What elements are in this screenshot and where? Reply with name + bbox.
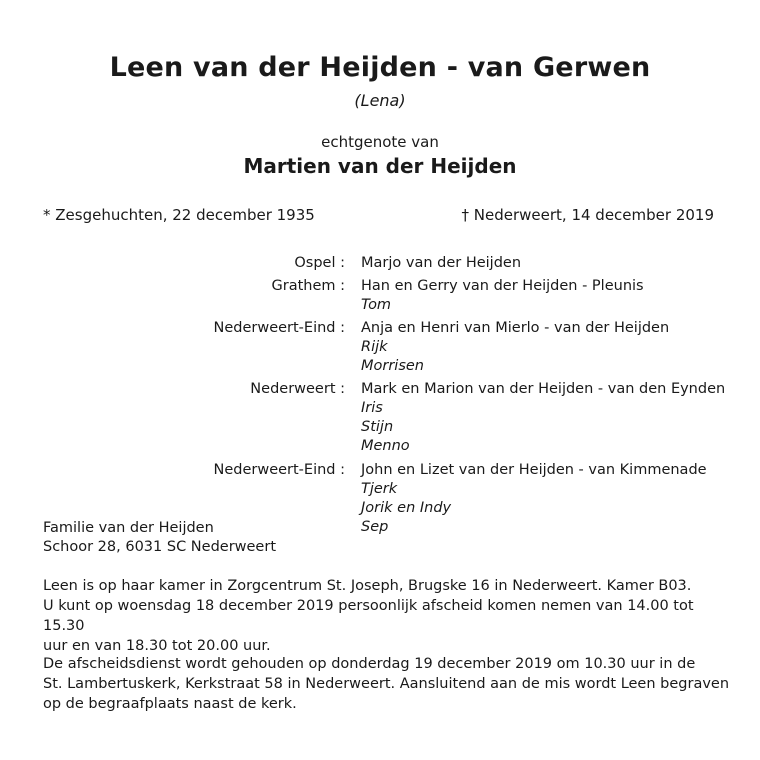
family-street-address: Schoor 28, 6031 SC Nederweert <box>43 539 276 555</box>
grandchild-name: Tjerk <box>361 481 398 497</box>
relative-members <box>361 276 644 315</box>
relative-members <box>361 379 725 456</box>
grandchild-name: Tom <box>361 297 392 313</box>
paragraph-line: De afscheidsdienst wordt gehouden op donderdag 19 december 2019 om 10.30 uur in de <box>43 656 696 672</box>
grandchild-name: Rijk <box>361 339 388 355</box>
paragraph-line: op de begraafplaats naast de kerk. <box>43 696 297 712</box>
relative-place: Grathem : <box>271 278 345 294</box>
relative-members <box>361 460 707 537</box>
relative-place: Nederweert-Eind : <box>213 462 345 478</box>
relative-place: Nederweert : <box>250 381 345 397</box>
service-paragraph <box>43 654 733 714</box>
relative-names: Marjo van der Heijden <box>361 255 522 271</box>
relative-names: Mark en Marion van der Heijden - van den Eynden <box>361 381 726 397</box>
grandchild-name: Stijn <box>361 419 394 435</box>
death-date: † Nederweert, 14 december 2019 <box>461 206 714 224</box>
grandchild-name: Iris <box>361 400 383 416</box>
relative-members <box>361 253 521 273</box>
deceased-nickname: (Lena) <box>354 91 406 110</box>
grandchild-name: Morrisen <box>361 358 424 374</box>
grandchild-name: Menno <box>361 438 410 454</box>
visitation-paragraph <box>43 576 733 656</box>
birth-date: * Zesgehuchten, 22 december 1935 <box>43 206 315 224</box>
grandchild-name: Sep <box>361 519 389 535</box>
grandchild-name: Jorik en Indy <box>361 500 452 516</box>
relative-names: Anja en Henri van Mierlo - van der Heijden <box>361 320 670 336</box>
paragraph-line: Leen is op haar kamer in Zorgcentrum St. Joseph, Brugske 16 in Nederweert. Kamer B03. <box>43 578 692 594</box>
family-name: Familie van der Heijden <box>43 520 214 536</box>
relative-names: John en Lizet van der Heijden - van Kimmenade <box>361 462 707 478</box>
paragraph-line: uur en van 18.30 tot 20.00 uur. <box>43 638 271 654</box>
spouse-label: echtgenote van <box>321 133 439 151</box>
paragraph-line: St. Lambertuskerk, Kerkstraat 58 in Nederweert. Aansluitend aan de mis wordt Leen begraven <box>43 676 730 692</box>
relative-place: Nederweert-Eind : <box>213 320 345 336</box>
paragraph-line: U kunt op woensdag 18 december 2019 persoonlijk afscheid komen nemen van 14.00 tot 15.30 <box>43 598 694 634</box>
relative-names: Han en Gerry van der Heijden - Pleunis <box>361 278 644 294</box>
spouse-name: Martien van der Heijden <box>243 154 517 178</box>
family-address <box>43 519 276 557</box>
relative-place: Ospel : <box>294 255 345 271</box>
relative-members <box>361 318 669 376</box>
deceased-name: Leen van der Heijden - van Gerwen <box>109 52 651 83</box>
